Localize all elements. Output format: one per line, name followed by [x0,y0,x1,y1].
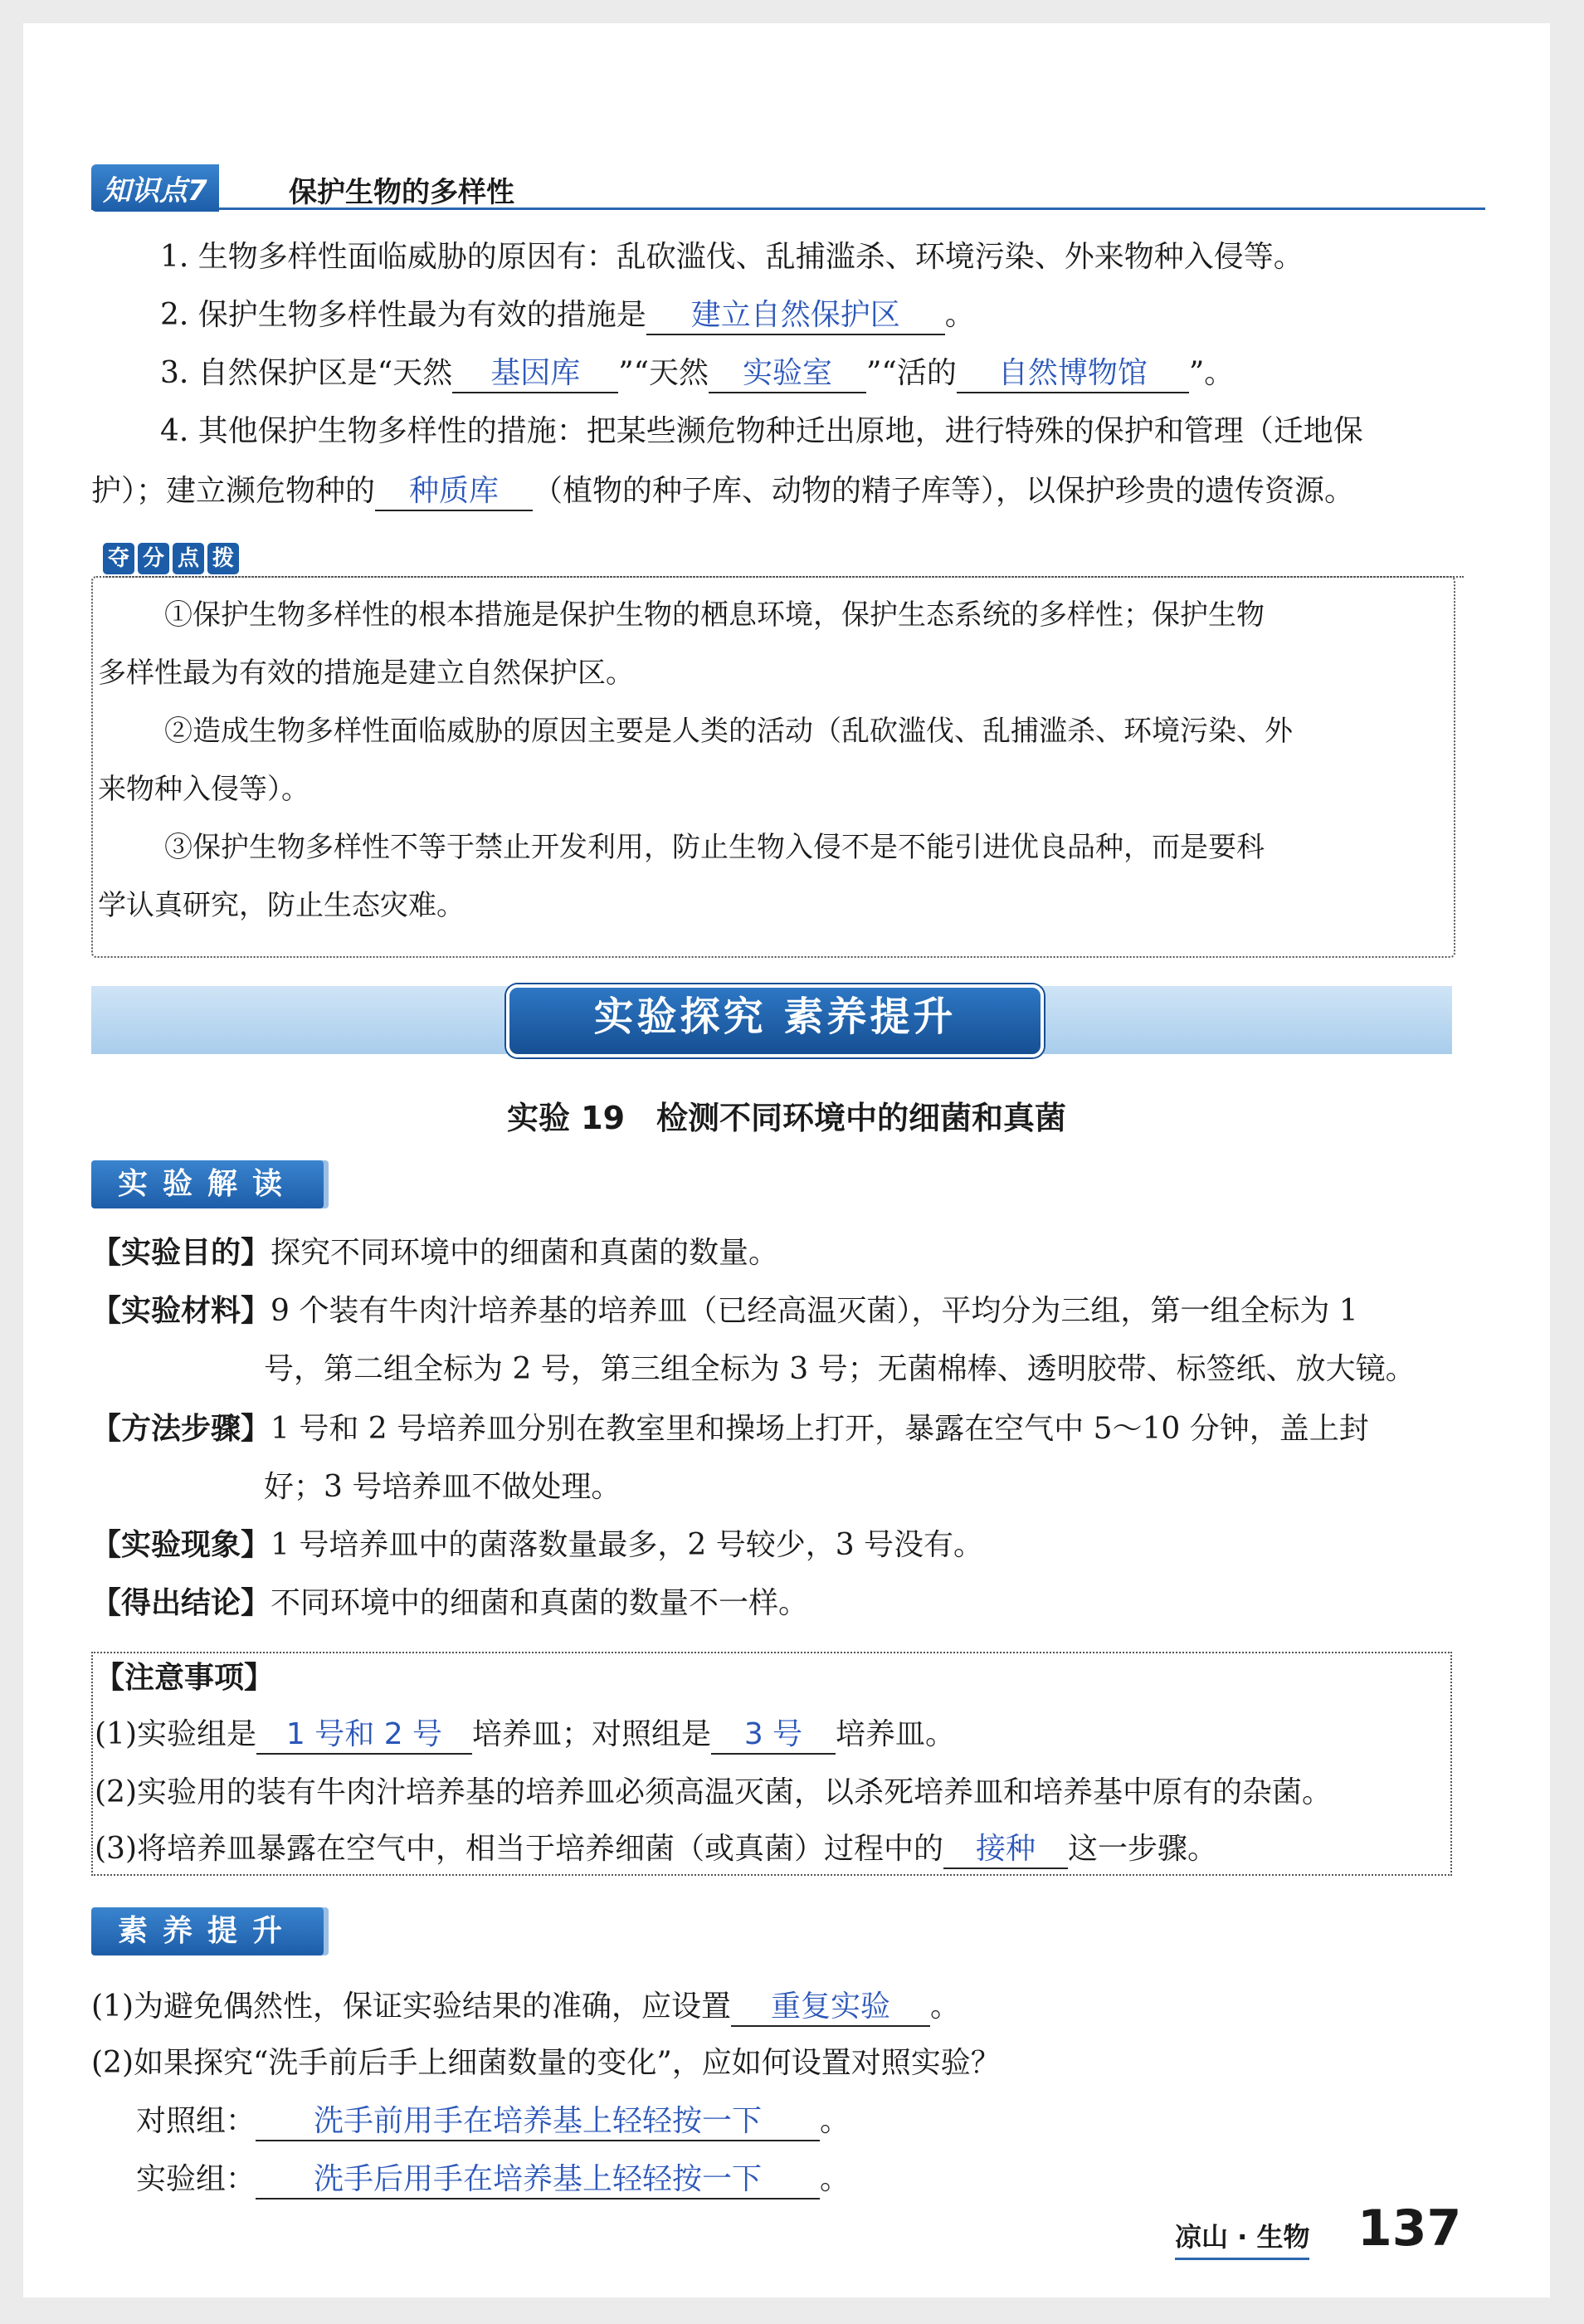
tips-tag-char: 分 [138,543,169,574]
experiment-reading-tag: 实验解读 [91,1160,324,1208]
literacy-tag: 素养提升 [91,1907,324,1955]
answer-blank: 接种 [943,1831,1068,1869]
experiment-title: 实验 19 检测不同环境中的细菌和真菌 [506,1100,1067,1136]
materials-label: 【实验材料】 [91,1294,271,1328]
steps-row-2: 好；3 号培养皿不做处理。 [264,1470,621,1504]
kp-item-4-line1: 4. 其他保护生物多样性的措施：把某些濒危物种迁出原地，进行特殊的保护和管理（迁地保 [160,414,1363,448]
section-banner-title: 实验探究 素养提升 [506,984,1044,1057]
purpose-label: 【实验目的】 [91,1236,271,1270]
purpose-row [91,1233,778,1273]
kp-item-4-line2: 护）；建立濒危物种的 种质库 （植物的种子库、动物的精子库等），以保护珍贵的遗传资源。 [91,471,1354,511]
conclusion-label: 【得出结论】 [91,1586,271,1620]
experimental-group-row: 实验组： 洗手后用手在培养基上轻轻按一下 。 [136,2160,850,2200]
conclusion-text: 不同环境中的细菌和真菌的数量不一样。 [270,1586,809,1620]
notes-box [91,1652,1452,1876]
answer-blank: 自然博物馆 [957,355,1189,393]
materials-row [91,1291,1358,1331]
purpose-text: 探究不同环境中的细菌和真菌的数量。 [270,1236,779,1270]
note-3: (3)将培养皿暴露在空气中，相当于培养细菌（或真菌）过程中的 接种 这一步骤。 [95,1829,1217,1869]
note-1: (1)实验组是 1 号和 2 号 培养皿；对照组是 3 号 培养皿。 [95,1715,955,1755]
tip-1-line1: ①保护生物多样性的根本措施是保护生物的栖息环境，保护生态系统的多样性；保护生物 [164,598,1265,632]
answer-blank: 种质库 [375,473,533,511]
materials-row-2: 号，第二组全标为 2 号，第三组全标为 3 号；无菌棉棒、透明胶带、标签纸、放大镜。 [264,1352,1416,1386]
answer-blank: 洗手前用手在培养基上轻轻按一下 [256,2103,820,2141]
tip-1-line2: 多样性最为有效的措施是建立自然保护区。 [98,657,634,690]
notes-label: 【注意事项】 [95,1661,275,1695]
phenomenon-row [91,1526,983,1565]
note-2: (2)实验用的装有牛肉汁培养基的培养皿必须高温灭菌，以杀死培养皿和培养基中原有的杂菌。 [95,1775,1332,1809]
footer-region: 凉山 · 生物 [1175,2216,1309,2260]
page [23,23,1550,2297]
tips-tag-char: 点 [173,543,204,574]
question-2: (2)如果探究“洗手前后手上细菌数量的变化”，应如何设置对照实验？ [91,2046,1001,2080]
answer-blank: 建立自然保护区 [646,297,945,335]
tips-box [91,576,1455,958]
tip-3-line1: ③保护生物多样性不等于禁止开发利用，防止生物入侵不是不能引进优良品种，而是要科 [164,831,1265,864]
tips-tag [103,543,1464,578]
answer-blank: 1 号和 2 号 [256,1716,472,1755]
kp-item-2: 2. 保护生物多样性最为有效的措施是 建立自然保护区 。 [160,295,975,335]
answer-blank: 洗手后用手在培养基上轻轻按一下 [256,2161,820,2200]
knowledge-point-tag: 知识点7 [91,164,219,212]
knowledge-point-header [91,164,1485,210]
question-1: (1)为避免偶然性，保证实验结果的准确，应设置 重复实验 。 [91,1987,960,2027]
steps-label: 【方法步骤】 [91,1412,271,1446]
tip-3-line2: 学认真研究，防止生态灾难。 [98,889,465,922]
answer-blank: 实验室 [709,355,866,393]
steps-row [91,1409,1369,1449]
tip-2-line2: 来物种入侵等）。 [98,773,309,806]
kp-item-1: 1. 生物多样性面临威胁的原因有：乱砍滥伐、乱捕滥杀、环境污染、外来物种入侵等。 [160,240,1304,274]
control-group-row: 对照组： 洗手前用手在培养基上轻轻按一下 。 [136,2102,850,2141]
phenomenon-text: 1 号培养皿中的菌落数量最多，2 号较少，3 号没有。 [270,1528,984,1562]
phenomenon-label: 【实验现象】 [91,1528,271,1562]
tips-tag-char: 拨 [207,543,239,574]
answer-blank: 基因库 [452,355,618,393]
materials-text-1: 9 个装有牛肉汁培养基的培养皿（已经高温灭菌），平均分为三组，第一组全标为 1 [270,1294,1358,1328]
conclusion-row [91,1584,808,1623]
steps-text-1: 1 号和 2 号培养皿分别在教室里和操场上打开，暴露在空气中 5～10 分钟，盖上封 [270,1412,1369,1446]
page-number: 137 [1357,2200,1462,2258]
tip-2-line1: ②造成生物多样性面临威胁的原因主要是人类的活动（乱砍滥伐、乱捕滥杀、环境污染、外 [164,715,1293,748]
knowledge-point-title: 保护生物的多样性 [289,176,514,209]
answer-blank: 重复实验 [731,1989,930,2027]
kp-item-3: 3. 自然保护区是“天然 基因库 ”“天然 实验室 ”“活的 自然博物馆 ”。 [160,354,1234,393]
tips-tag-char: 夺 [103,543,134,574]
answer-blank: 3 号 [711,1716,836,1755]
